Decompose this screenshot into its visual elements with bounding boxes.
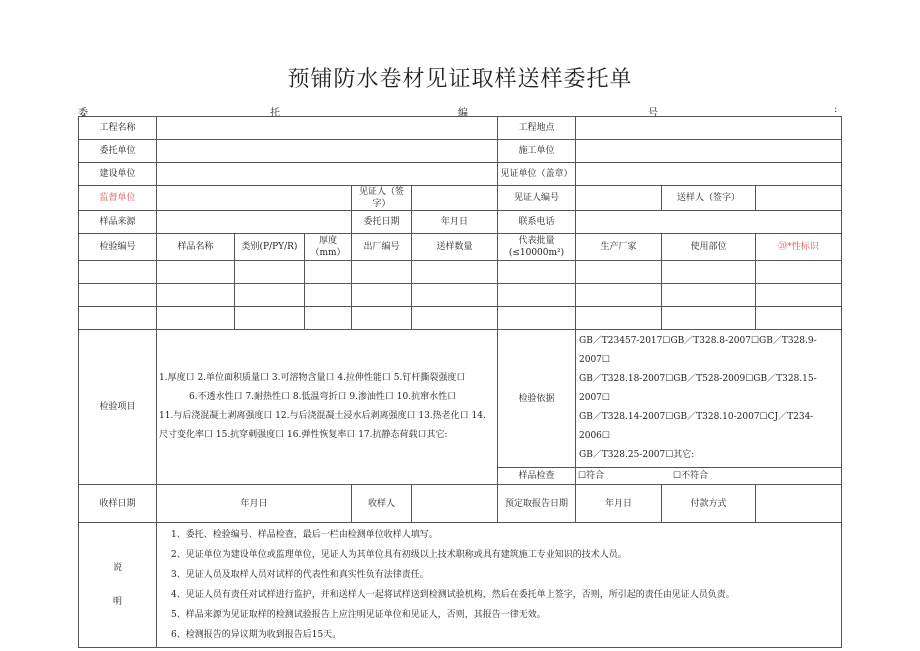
field-receive-date[interactable]: 年月日 (157, 485, 352, 523)
label-witness-no: 见证人编号 (498, 186, 576, 211)
field-supervision-unit[interactable] (157, 186, 352, 211)
field-payment[interactable] (756, 485, 842, 523)
note-item: 3、见证人员及取样人员对试样的代表性和真实性负有法律责任。 (171, 570, 429, 580)
header-marker: ⑳*性标识 (756, 234, 842, 261)
label-project-name: 工程名称 (79, 117, 157, 140)
test-basis-line: GB／T328.14-2007☐GB／T328.10-2007☐CJ／T234-2006☐ (579, 412, 814, 441)
label-build-unit: 建设单位 (79, 163, 157, 186)
label-test-basis: 检验依据 (498, 330, 576, 468)
test-items-line: 尺寸变化率口 15.抗穿刺强度口 16.弹性恢复率口 17.抗静态荷载口其它: (159, 430, 448, 440)
test-items-line: 6.不透水性口 7.耐热性口 8.低温弯折口 9.渗油性口 10.抗窜水性口 (189, 392, 457, 402)
notes-label-char-1: 说 (112, 563, 122, 573)
commission-char-2: 托 (270, 108, 280, 119)
test-items-line: 11.与后浇混凝土剥离强度口 12.与后浇混凝土浸水后剥离强度口 13.热老化口 14. (159, 411, 486, 421)
label-report-date: 预定取报告日期 (498, 485, 576, 523)
note-item: 1、委托、检验编号、样品检查，最后一栏由检测单位收样人填写。 (171, 530, 438, 540)
field-witness-no[interactable] (576, 186, 662, 211)
header-batch: 代表批量(≤10000m²) (498, 234, 576, 261)
notes-list (157, 523, 842, 648)
notes-label-char-2: 明 (112, 597, 122, 607)
label-test-items: 检验项目 (79, 330, 157, 485)
header-category: 类别(P/PY/R) (235, 234, 305, 261)
header-thickness: 厚度（mm） (305, 234, 352, 261)
commission-colon: : (834, 104, 838, 115)
commission-char-1: 委 (78, 108, 88, 119)
label-phone: 联系电话 (498, 211, 576, 234)
header-use-part: 使用部位 (662, 234, 756, 261)
note-item: 4、见证人员有责任对试样进行监护，并和送样人一起将试样送到检测试验机构，然后在委托单上签字，否则，所引起的责任由见证人员负责。 (171, 590, 735, 600)
test-basis-line: GB／T23457-2017☐GB／T328.8-2007☐GB／T328.9-2007☐ (579, 336, 817, 365)
note-item: 6、检测报告的异议期为收到报告后15天。 (171, 630, 342, 640)
label-notes (79, 523, 157, 648)
field-commission-date[interactable]: 年月日 (412, 211, 498, 234)
field-witness-sign[interactable] (412, 186, 498, 211)
page-title: 预铺防水卷材见证取样送样委托单 (287, 67, 633, 92)
label-receiver: 收样人 (352, 485, 412, 523)
label-receive-date: 收样日期 (79, 485, 157, 523)
header-sample-name: 样品名称 (157, 234, 235, 261)
table-row (79, 261, 842, 284)
field-build-unit[interactable] (157, 163, 498, 186)
label-witness-unit: 见证单位（盖章） (498, 163, 576, 186)
field-project-site[interactable] (576, 117, 842, 140)
field-phone[interactable] (576, 211, 842, 234)
header-manufacturer: 生产厂家 (576, 234, 662, 261)
commission-char-4: 号 (648, 108, 658, 119)
label-sample-source: 样品来源 (79, 211, 157, 234)
header-quantity: 送样数量 (412, 234, 498, 261)
label-supervision-unit: 监督单位 (79, 186, 157, 211)
field-project-name[interactable] (157, 117, 498, 140)
test-basis-list (576, 330, 842, 468)
test-items-list (157, 330, 498, 485)
field-witness-unit[interactable] (576, 163, 842, 186)
label-sender-sign: 送样人（签字） (662, 186, 756, 211)
table-row (79, 284, 842, 307)
label-sample-inspection: 样品检查 (498, 468, 576, 485)
note-item: 5、样品来源为见证取样的检测试验报告上应注明见证单位和见证人，否则，其报告一律无效。 (171, 610, 546, 620)
field-client-unit[interactable] (157, 140, 498, 163)
commission-char-3: 编 (458, 108, 468, 119)
header-factory-no: 出厂编号 (352, 234, 412, 261)
inspection-ok-checkbox[interactable]: ☐符合 (578, 471, 605, 481)
label-commission-date: 委托日期 (352, 211, 412, 234)
header-test-no: 检验编号 (79, 234, 157, 261)
field-report-date[interactable]: 年月日 (576, 485, 662, 523)
sample-inspection-options (576, 468, 842, 485)
inspection-bad-checkbox[interactable]: ☐不符合 (673, 471, 709, 481)
test-items-line: 1.厚度口 2.单位面积质量口 3.可溶物含量口 4.拉伸性能口 5.钉杆撕裂强度口 (159, 373, 466, 383)
field-construction-unit[interactable] (576, 140, 842, 163)
field-sender-sign[interactable] (756, 186, 842, 211)
field-sample-source[interactable] (157, 211, 352, 234)
label-project-site: 工程地点 (498, 117, 576, 140)
field-receiver[interactable] (412, 485, 498, 523)
test-basis-line: GB／T328.18-2007☐GB／T528-2009☐GB／T328.15-2007☐ (579, 374, 817, 403)
table-row (79, 307, 842, 330)
test-basis-line: GB／T328.25-2007☐其它: (579, 450, 695, 460)
label-client-unit: 委托单位 (79, 140, 157, 163)
label-witness-sign: 见证人（签字） (352, 186, 412, 211)
commission-form-table (78, 116, 842, 648)
label-construction-unit: 施工单位 (498, 140, 576, 163)
label-payment: 付款方式 (662, 485, 756, 523)
note-item: 2、见证单位为建设单位或监理单位，见证人为其单位具有初级以上技术职称或具有建筑施工专业知识的技术人员。 (171, 550, 627, 560)
